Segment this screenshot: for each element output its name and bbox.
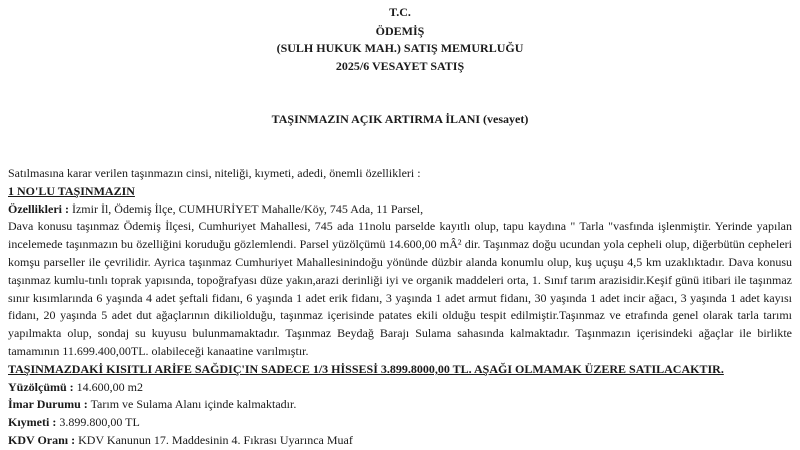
announcement-title: TAŞINMAZIN AÇIK ARTIRMA İLANI (vesayet) (271, 112, 529, 126)
area-label: Yüzölçümü : (8, 379, 74, 394)
header-district: ÖDEMİŞ (375, 24, 425, 38)
area-value: 14.600,00 m2 (73, 379, 144, 394)
vat-value: KDV Kanunun 17. Maddesinin 4. Fıkrası Uyarınca Muaf (75, 432, 353, 447)
value-line (8, 414, 792, 432)
features-line (8, 201, 792, 219)
value-label: Kıymeti : (8, 415, 57, 430)
property-heading (8, 183, 792, 201)
zoning-value: Tarım ve Sulama Alanı içinde kalmaktadır. (87, 397, 297, 412)
announcement-body (8, 165, 792, 450)
zoning-label: İmar Durumu : (8, 397, 88, 412)
vat-label: KDV Oranı : (8, 432, 76, 447)
intro-text: Satılmasına karar verilen taşınmazın cinsi, niteliği, kıymeti, adedi, önemli özellikleri : (8, 166, 421, 180)
area-line (8, 379, 792, 397)
restriction-line (8, 361, 792, 379)
restriction-text: TAŞINMAZDAKİ KISITLI ARİFE SAĞDIÇ'IN SADECE 1/3 HİSSESİ 3.899.8000,00 TL. AŞAĞI OLMAMAK ÜZERE SATILACAKTIR. (8, 361, 724, 376)
vat-line (8, 432, 792, 450)
property-heading-text: 1 NO'LU TAŞINMAZIN (8, 183, 135, 198)
value-value: 3.899.800,00 TL (56, 415, 140, 430)
features-value: İzmir İl, Ödemiş İlçe, CUMHURİYET Mahalle/Köy, 745 Ada, 11 Parsel, (68, 201, 424, 216)
header-country: T.C. (389, 5, 411, 19)
header-file-number: 2025/6 VESAYET SATIŞ (335, 59, 465, 73)
zoning-line (8, 396, 792, 414)
header-office: (SULH HUKUK MAH.) SATIŞ MEMURLUĞU (276, 41, 524, 55)
features-label: Özellikleri : (8, 201, 69, 216)
property-description: Dava konusu taşınmaz Ödemiş İlçesi, Cumhuriyet Mahallesi, 745 ada 11nolu parselde kayıtlı olup, tapu kaydına " Tarla "vasfında işlenmiştir. Yerinde yapılan incelemede taşınmazın bu özelliğini koruduğu gözlemlendi. Parsel yüzölçümü 14.600,00 mÂ² dir. Taşınmaz doğu ucundan yola cepheli olup, diğerbütün cepheleri komşu parseller ile çevrilidir. Ayrica taşınmaz Cumhuriyet Mahallesinindoğu yönünde düzbir alanda konumlu olup, kuş uçuşu 4,5 km uzaklıktadır. Dava konusu taşınmaz kumlu-tınlı toprak yapısında, topoğrafyası düze yakın,arazi derinliği iyi ve organik maddeleri orta, 1. Sınıf tarım arazisidir.Keşif günü itibari ile taşınmaz sınır kısımlarında 6 yaşında 4 adet şeftali fidanı, 6 yaşında 1 adet erik fidanı, 3 yaşında 1 adet armut fidanı, 30 yaşında 1 adet incir ağacı, 3 yaşında 1 adet kayısı fidanı, 20 yaşında 5 adet dut ağaçlarının dikiliolduğu, taşınmaz içerisinde patates ekili olduğu tespit edilmiştir.Taşınmaz ve etrafında genel olarak tarla tarımı yapılmakta olup, sondaj su kuyusu bulunmamaktadır. Taşınmaz Beydağ Barajı Sulama sahasında kalmaktadır. Taşınmazın içerisindeki ağaçlar ile birlikte tamamının 11.699.400,00TL. olabileceği kanaatine varılmıştır. (8, 219, 792, 358)
